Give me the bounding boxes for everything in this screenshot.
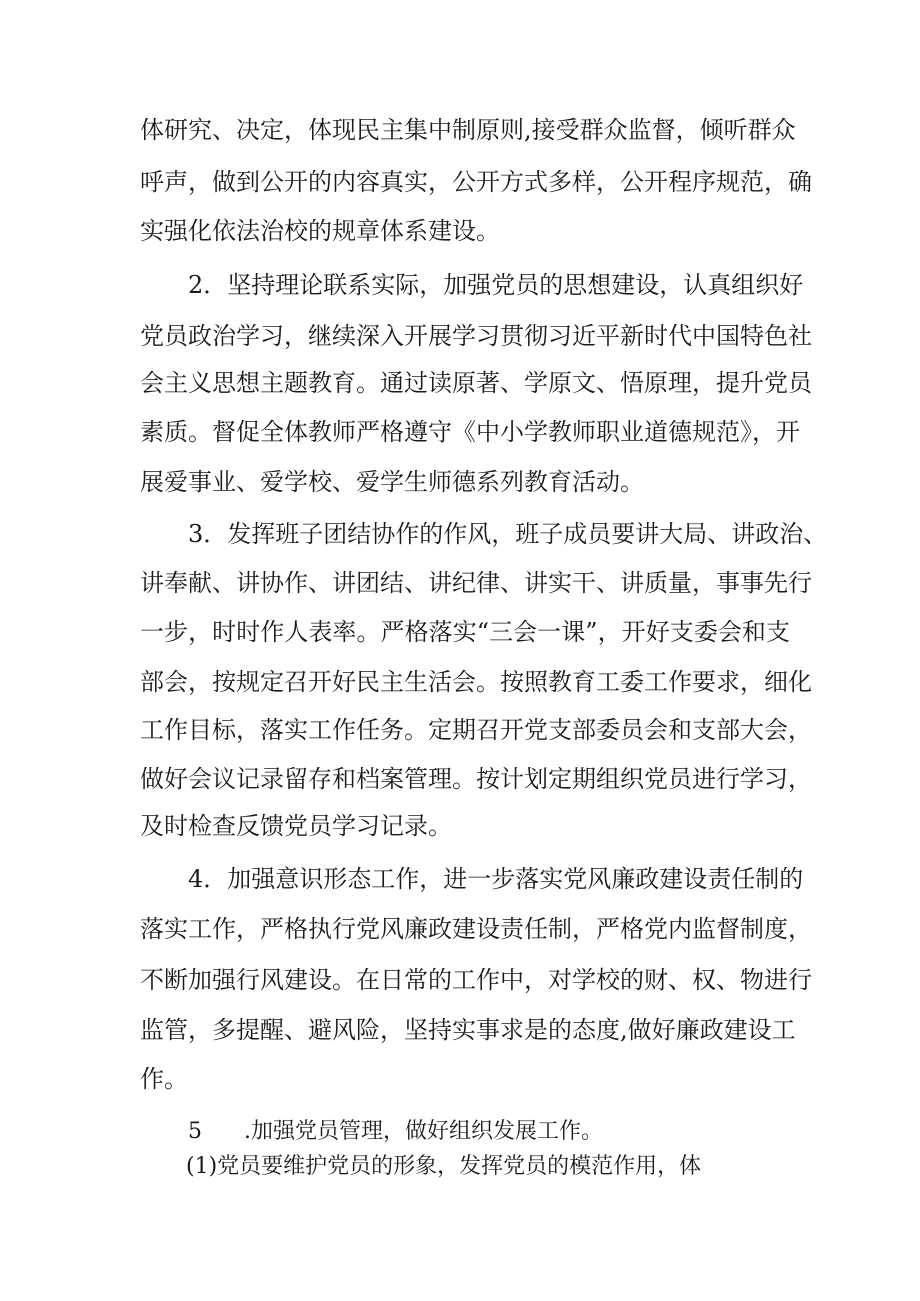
text-line: 党员政治学习，继续深入开展学习贯彻习近平新时代中国特色社 (140, 322, 812, 350)
text-line: 呼声，做到公开的内容真实，公开方式多样，公开程序规范，确 (140, 168, 812, 196)
text-line: 3．发挥班子团结协作的作风，班子成员要讲大局、讲政治、 (188, 520, 828, 548)
text-line: 实强化依法治校的规章体系建设。 (140, 217, 500, 245)
text-line: 及时检查反馈党员学习记录。 (140, 812, 452, 840)
item-5-number: 5 (188, 1119, 202, 1144)
text-line: 讲奉献、讲协作、讲团结、讲纪律、讲实干、讲质量，事事先行 (140, 569, 812, 597)
text-line: 会主义思想主题教育。通过读原著、学原文、悟原理，提升党员 (140, 369, 812, 397)
text-line: 部会，按规定召开好民主生活会。按照教育工委工作要求，细化 (140, 668, 812, 696)
text-line: 展爱事业、爱学校、爱学生师德系列教育活动。 (140, 468, 644, 496)
text-line: 不断加强行风建设。在日常的工作中，对学校的财、权、物进行 (140, 966, 812, 994)
text-line: 4．加强意识形态工作，进一步落实党风廉政建设责任制的 (188, 865, 804, 893)
text-line: 做好会议记录留存和档案管理。按计划定期组织党员进行学习， (140, 765, 812, 793)
text-line: 工作目标，落实工作任务。定期召开党支部委员会和支部大会， (140, 716, 812, 744)
sub-item-1: (1)党员要维护党员的形象，发挥党员的模范作用，体 (186, 1154, 702, 1179)
text-line: 体研究、决定，体现民主集中制原则,接受群众监督，倾听群众 (140, 116, 796, 144)
text-line: 2．坚持理论联系实际，加强党员的思想建设，认真组织好 (188, 271, 804, 299)
text-line: 一步，时时作人表率。严格落实“三会一课”，开好支委会和支 (140, 618, 790, 646)
item-5-heading: .加强党员管理，做好组织发展工作。 (244, 1119, 603, 1144)
text-line: 素质。督促全体教师严格遵守《中小学教师职业道德规范》，开 (140, 418, 800, 446)
text-line: 监管，多提醒、避风险，坚持实事求是的态度,做好廉政建设工 (140, 1016, 796, 1044)
text-line: 落实工作，严格执行党风廉政建设责任制，严格党内监督制度， (140, 915, 812, 943)
text-line: 作。 (140, 1065, 188, 1093)
